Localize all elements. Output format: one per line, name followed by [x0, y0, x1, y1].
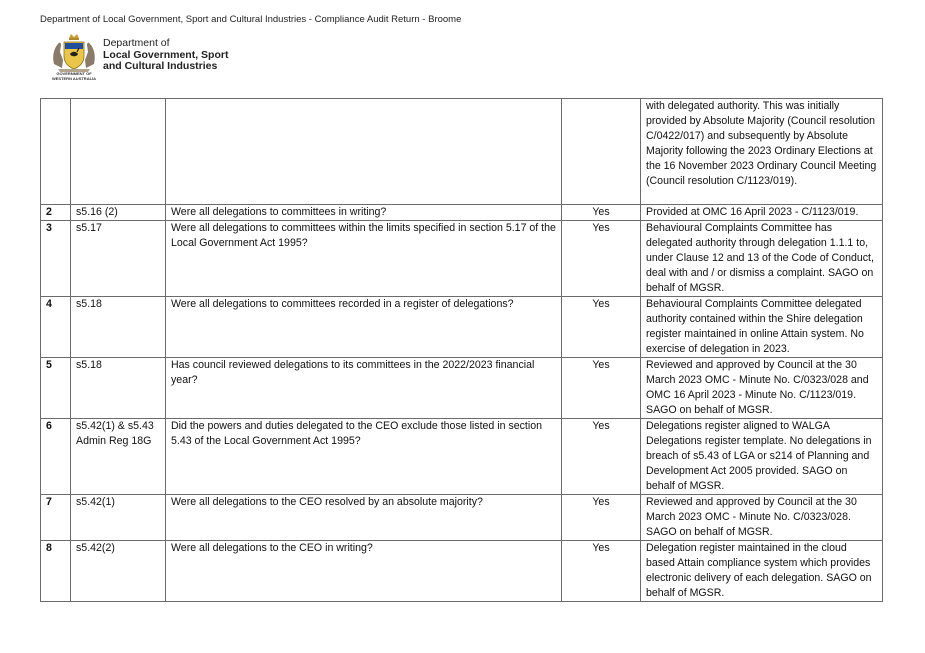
row-number: 2	[41, 205, 71, 221]
table-row	[41, 221, 883, 297]
audit-question: Has council reviewed delegations to its committees in the 2022/2023 financial year?	[166, 358, 562, 419]
comments: Reviewed and approved by Council at the 30 March 2023 OMC - Minute No. C/0323/028. SAGO on behalf of MGSR.	[641, 495, 883, 541]
table-row	[41, 99, 883, 205]
audit-question: Were all delegations to committees in writing?	[166, 205, 562, 221]
department-name: Department of Local Government, Sport and Cultural Industries	[103, 37, 229, 72]
response: Yes	[562, 221, 641, 297]
row-number: 8	[41, 541, 71, 602]
legislation-reference: s5.18	[71, 297, 166, 358]
audit-question: Were all delegations to committees recorded in a register of delegations?	[166, 297, 562, 358]
response: Yes	[562, 358, 641, 419]
table-row	[41, 297, 883, 358]
legislation-reference: s5.42(1) & s5.43 Admin Reg 18G	[71, 419, 166, 495]
comments: Provided at OMC 16 April 2023 - C/1123/019.	[641, 205, 883, 221]
table-row	[41, 541, 883, 602]
audit-question: Did the powers and duties delegated to the CEO exclude those listed in section 5.43 of the Local Government Act 1995?	[166, 419, 562, 495]
document-header: Department of Local Government, Sport and Cultural Industries - Compliance Audit Return - Broome	[40, 14, 462, 25]
comments: Reviewed and approved by Council at the 30 March 2023 OMC - Minute No. C/0323/028 and OMC 16 April 2023 - Minute No. C/1123/019. SAGO on behalf of MGSR.	[641, 358, 883, 419]
row-number	[41, 99, 71, 205]
response	[562, 99, 641, 205]
response: Yes	[562, 205, 641, 221]
crest-caption: GOVERNMENT OF WESTERN AUSTRALIA	[51, 71, 97, 81]
table-row	[41, 419, 883, 495]
audit-question: Were all delegations to committees within the limits specified in section 5.17 of the Local Government Act 1995?	[166, 221, 562, 297]
comments: with delegated authority. This was initially provided by Absolute Majority (Council resolution C/0422/017) and subsequently by Absolute Majority following the 2023 Ordinary Elections at the 16 November 2023 Ordinary Council Meeting (Council resolution C/1123/019).	[641, 99, 883, 205]
row-number: 5	[41, 358, 71, 419]
legislation-reference: s5.18	[71, 358, 166, 419]
legislation-reference: s5.42(1)	[71, 495, 166, 541]
response: Yes	[562, 495, 641, 541]
audit-question	[166, 99, 562, 205]
table-row	[41, 495, 883, 541]
comments: Behavioural Complaints Committee has delegated authority through delegation 1.1.1 to, under Clause 12 and 13 of the Code of Conduct, deal with and / or dismiss a complaint. SAGO on behalf of MGSR.	[641, 221, 883, 297]
table-row	[41, 205, 883, 221]
table-row	[41, 358, 883, 419]
department-logo	[48, 30, 248, 82]
comments: Delegations register aligned to WALGA Delegations register template. No delegations in breach of s5.43 of LGA or s214 of Planning and Development Act 2005 provided. SAGO on behalf of MGSR.	[641, 419, 883, 495]
legislation-reference	[71, 99, 166, 205]
audit-question: Were all delegations to the CEO in writing?	[166, 541, 562, 602]
comments: Delegation register maintained in the cloud based Attain compliance system which provides electronic delivery of each delegation. SAGO on behalf of MGSR.	[641, 541, 883, 602]
response: Yes	[562, 419, 641, 495]
response: Yes	[562, 297, 641, 358]
audit-question: Were all delegations to the CEO resolved by an absolute majority?	[166, 495, 562, 541]
legislation-reference: s5.16 (2)	[71, 205, 166, 221]
row-number: 3	[41, 221, 71, 297]
row-number: 6	[41, 419, 71, 495]
legislation-reference: s5.17	[71, 221, 166, 297]
legislation-reference: s5.42(2)	[71, 541, 166, 602]
row-number: 7	[41, 495, 71, 541]
row-number: 4	[41, 297, 71, 358]
comments: Behavioural Complaints Committee delegated authority contained within the Shire delegation register maintained in online Attain system. No exercise of delegation in 2023.	[641, 297, 883, 358]
response: Yes	[562, 541, 641, 602]
compliance-audit-table	[40, 98, 883, 602]
